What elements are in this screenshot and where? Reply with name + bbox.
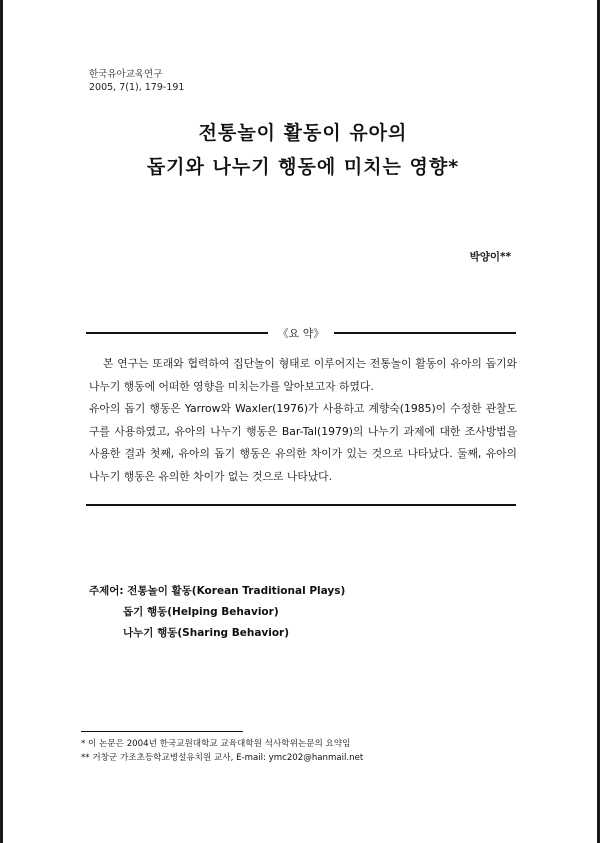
footnotes: [81, 737, 363, 765]
keyword-item: 돕기 행동(Helping Behavior): [123, 606, 279, 618]
footnote-2: ** 거창군 가조초등학교병설유치원 교사, E-mail: ymc202@hanmail.net: [81, 753, 364, 763]
abstract-rule-right: [334, 332, 516, 334]
author-name: 박양이**: [469, 251, 511, 263]
journal-name: 한국유아교육연구: [89, 69, 163, 80]
footnote-rule: [81, 731, 243, 732]
keywords: [89, 581, 345, 644]
keywords-label: 주제어:: [89, 585, 124, 597]
keyword-item: 전통놀이 활동(Korean Traditional Plays): [127, 585, 346, 597]
keyword-row: [89, 581, 345, 602]
abstract-body: [89, 353, 517, 488]
abstract-heading: [86, 326, 516, 340]
footnote-1: * 이 논문은 2004년 한국교원대학교 교육대학원 석사학위논문의 요약임: [81, 739, 351, 749]
abstract-paragraph: 본 연구는 또래와 협력하여 집단놀이 형태로 이루어지는 전통놀이 활동이 유아의 돕기와 나누기 행동에 어떠한 영향을 미치는가를 알아보고자 하였다.: [89, 357, 517, 393]
journal-header: [89, 68, 184, 94]
journal-citation: 2005, 7(1), 179-191: [89, 82, 185, 93]
title-line-1: 전통놀이 활동이 유아의: [198, 122, 408, 144]
keyword-item: 나누기 행동(Sharing Behavior): [123, 627, 290, 639]
abstract-label: 《요 약》: [277, 327, 325, 340]
abstract-rule-left: [86, 332, 268, 334]
title-line-2: 돕기와 나누기 행동에 미치는 영향*: [146, 156, 460, 178]
abstract-bottom-rule: [86, 504, 516, 506]
abstract-paragraph: 유아의 돕기 행동은 Yarrow와 Waxler(1976)가 사용하고 계향숙(1985)이 수정한 관찰도구를 사용하였고, 유아의 나누기 행동은 Bar-Tal(1979)의 나누기 과제에 대한 조사방법을 사용한 결과 첫째, 유아의 돕기 행동은 유의한 차이가 있는 것으로 나타났다. 둘째, 유아의 나누기 행동은 유의한 차이가 없는 것으로 나타났다.: [89, 402, 517, 483]
